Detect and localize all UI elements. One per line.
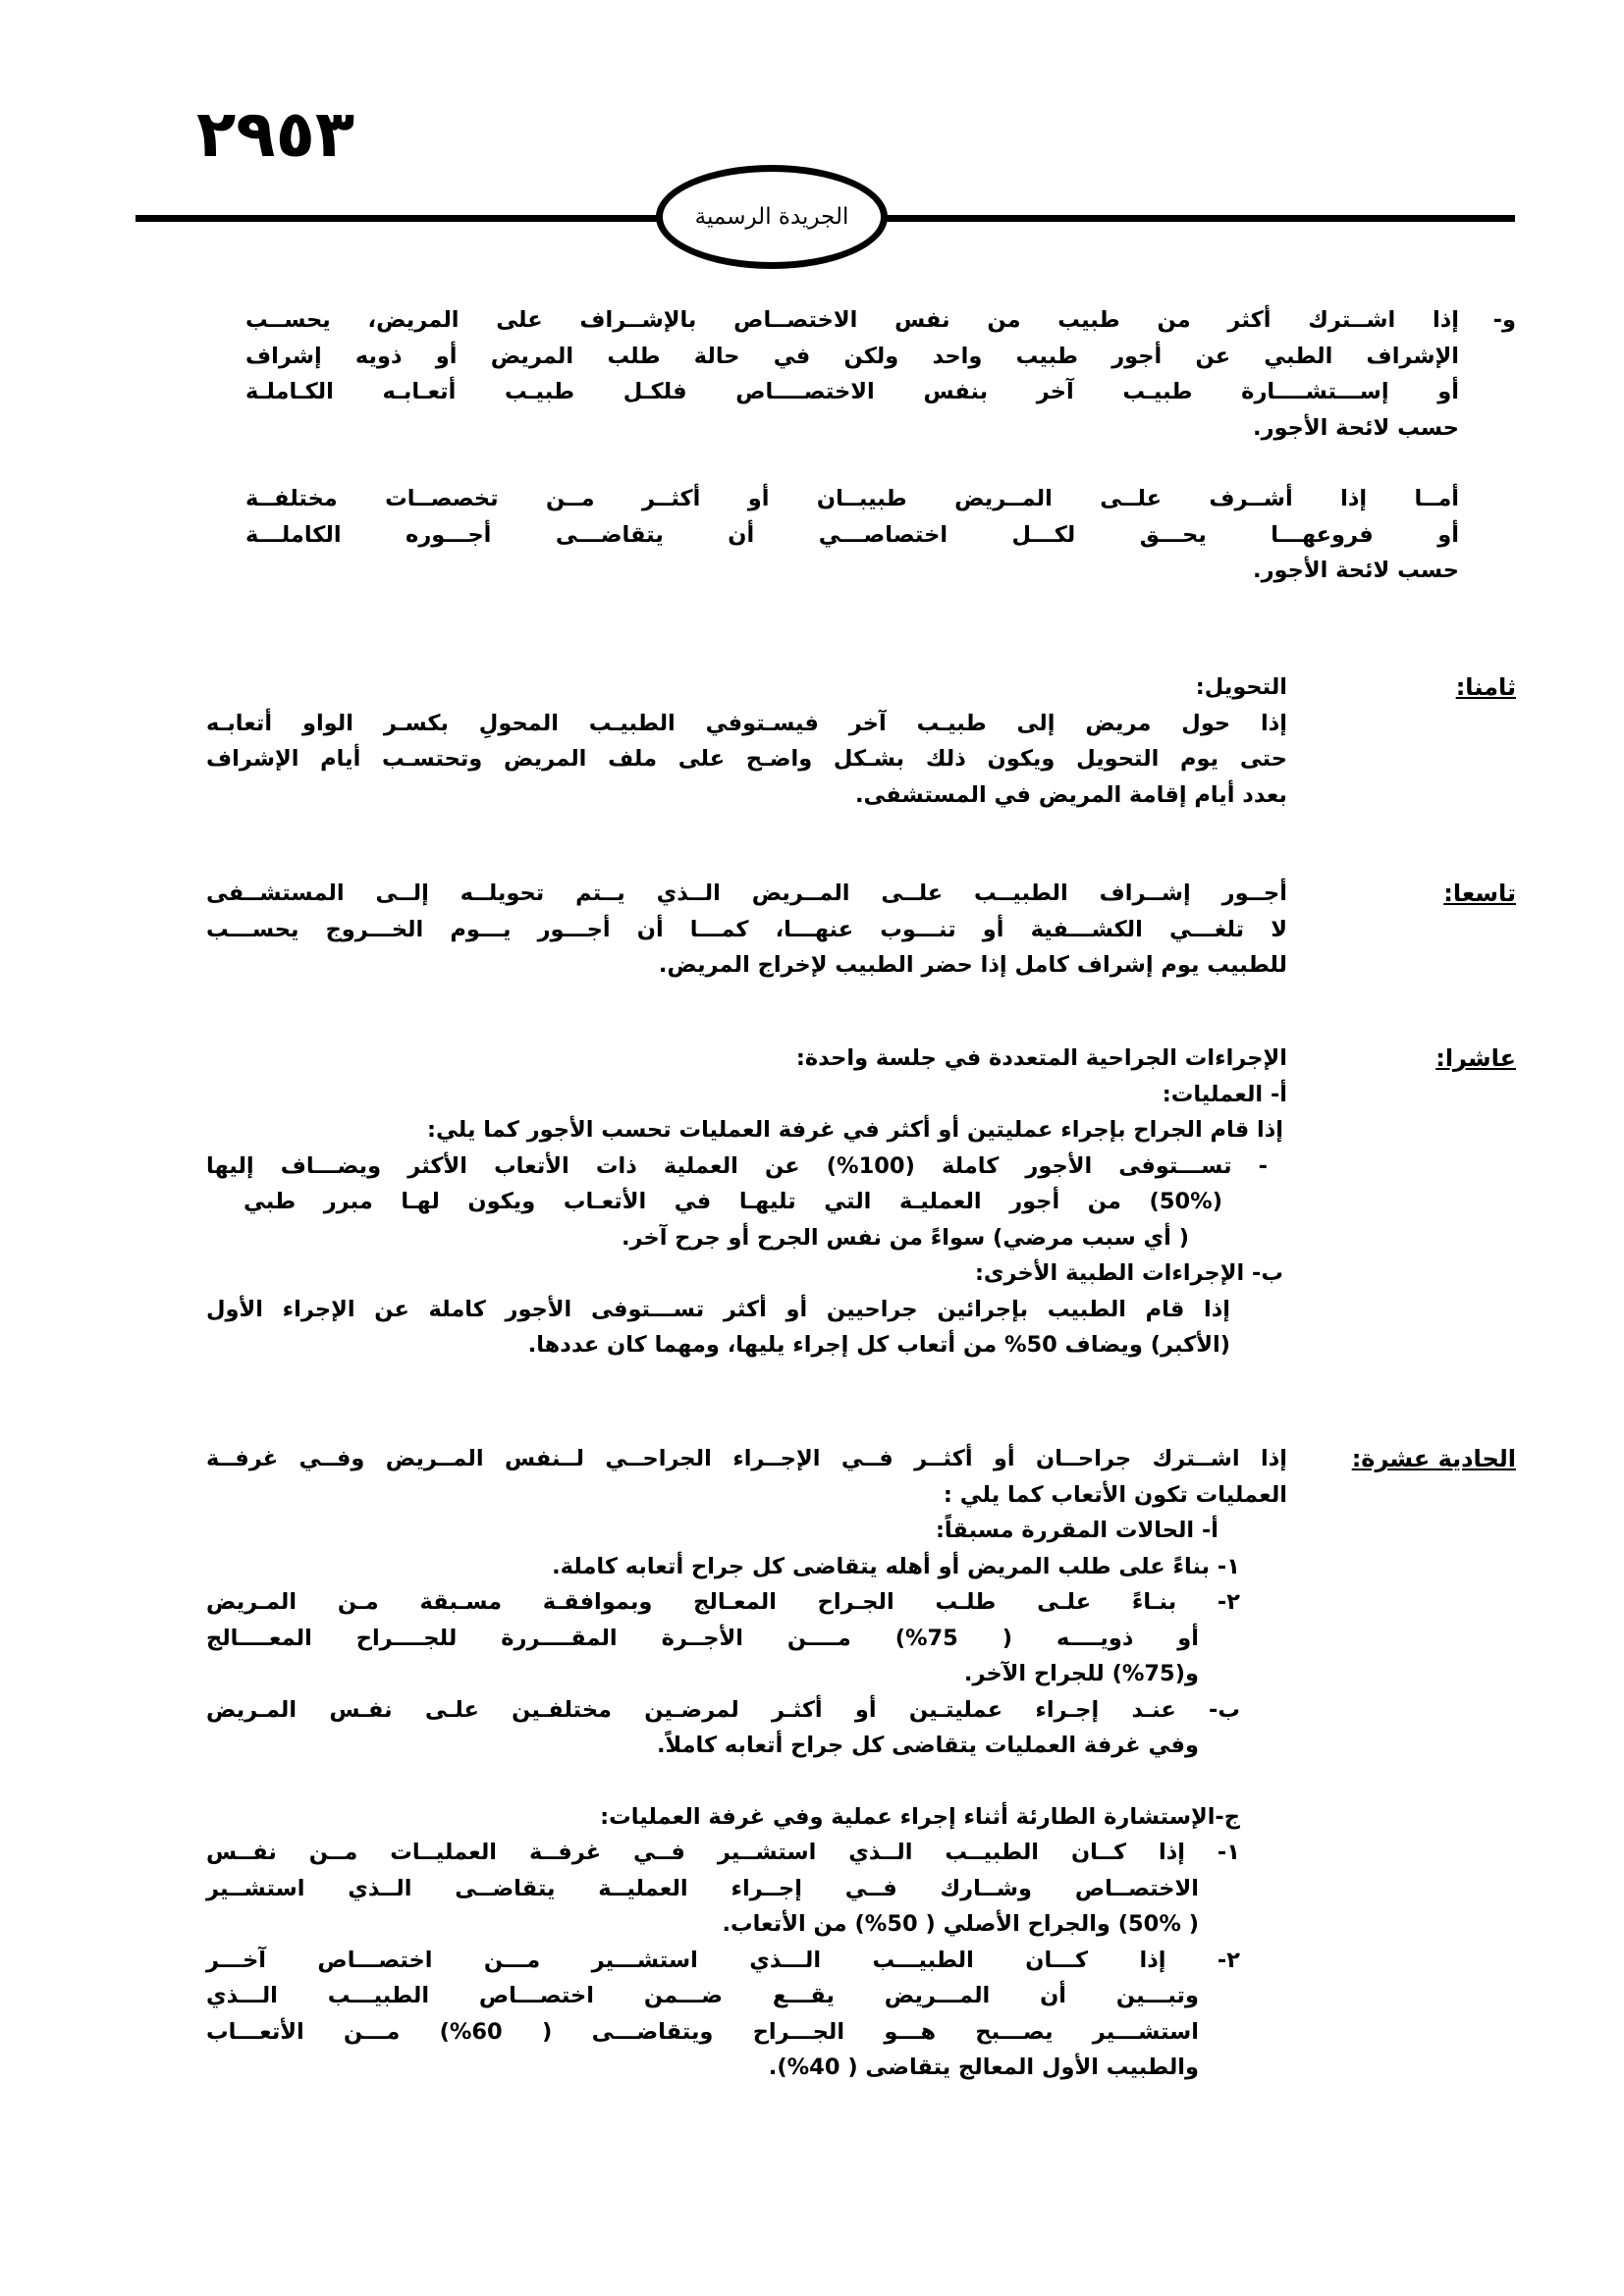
section-11-sub-c: ج-الإستشارة الطارئة أثناء إجراء عملية وفي غرفة العمليات: (600, 1803, 1240, 1830)
text-line: استشـــير يصـــبح هـــو الجـــراح ويتقاضـــى ( 60%) مـــن الأتعـــاب (206, 2018, 1199, 2045)
header-rule-right (872, 215, 1515, 222)
text-line: حسب لائحة الأجور. (1253, 414, 1459, 441)
text-line: أمــا إذا أشــرف علــى المــريض طبيبــان أو أكثــر مــن تخصصــات مختلفــة (245, 486, 1459, 511)
text-line: (الأكبر) ويضاف 50% من أتعاب كل إجراء يليها، ومهما كان عددها. (527, 1332, 1230, 1358)
header-oval (656, 165, 888, 269)
text-line: - تســـتوفى الأجور كاملة (100%) عن العملية ذات الأتعاب الأكثر ويضـــاف إليها (206, 1152, 1268, 1179)
text-line: للطبيب يوم إشراف كامل إذا حضر الطبيب لإخراج المريض. (658, 952, 1287, 978)
text-line: أجــور إشــراف الطبيــب علــى المــريض الــذي يــتم تحويلــه إلــى المستشــفى (206, 881, 1287, 906)
text-line: العمليات تكون الأتعاب كما يلي : (943, 1481, 1287, 1508)
section-11-label: الحادية عشرة: (1351, 1445, 1516, 1472)
text-line: وفي غرفة العمليات يتقاضى كل جراح أتعابه كاملاً. (656, 1733, 1199, 1758)
text-line: أو إســـتشــــارة طبيـب آخر بنفس الاختصــــاص فلكـل طبيـب أتعـابـه الكـاملـة (245, 379, 1459, 404)
section-10-sub-b: ب- الإجراءات الطبية الأخرى: (974, 1260, 1283, 1286)
text-line: والطبيب الأول المعالج يتقاضى ( 40%). (768, 2055, 1199, 2080)
section-8-label: ثامنا: (1455, 673, 1516, 701)
text-line: ١- إذا كــان الطبيــب الــذي استشــير فــي غرفــة العمليــات مــن نفــس (206, 1840, 1240, 1865)
text-line: إذا قام الطبيب بإجرائين جراحيين أو أكثر تســـتوفى الأجور كاملة عن الإجراء الأول (206, 1296, 1230, 1322)
section-8-title: التحويل: (1195, 674, 1287, 700)
section-9-label: تاسعا: (1443, 880, 1516, 907)
section-10-sub-a: أ- العمليات: (1162, 1081, 1287, 1107)
text-line: و(75%) للجراح الآخر. (963, 1661, 1199, 1686)
header-title: الجريدة الرسمية (694, 204, 849, 230)
text-line: بعدد أيام إقامة المريض في المستشفى. (854, 781, 1287, 808)
text-line: إذا اشــترك أكثر من طبيب من نفس الاختصــاص بالإشــراف على المريض، يحســب (245, 307, 1459, 333)
section-11 (206, 1441, 1287, 2086)
text-line: ٢- إذا كـــان الطبيـــب الـــذي استشـــير مـــن اختصـــاص آخـــر (206, 1947, 1240, 1973)
text-line: إذا حول مريض إلى طبيـب آخر فيسـتوفي الطبيـب المحولِ بكسـر الواو أتعابـه (206, 710, 1287, 736)
text-line: الإشراف الطبي عن أجور طبيب واحد ولكن في حالة طلب المريض أو ذويه إشراف (245, 343, 1459, 369)
section-9 (206, 876, 1287, 984)
text-line: ب- عنـد إجـراء عمليتـين أو أكثـر لمرضـين مختلفـين علـى نفـس المـريض (206, 1696, 1240, 1723)
section-8 (206, 669, 1287, 813)
text-line: وتبـــين أن المـــريض يقـــع ضـــمن اختصـــاص الطبيـــب الـــذي (206, 1983, 1199, 2008)
text-line: ( أي سبب مرضي) سواءً من نفس الجرح أو جرح آخر. (621, 1224, 1189, 1251)
text-line: ١- بناءً على طلب المريض أو أهله يتقاضى كل جراح أتعابه كاملة. (552, 1553, 1240, 1579)
text-line: حسب لائحة الأجور. (1253, 558, 1459, 583)
text-line: إذا اشــترك جراحــان أو أكثــر فــي الإجــراء الجراحــي لــنفس المــريض وفــي غرفــة (206, 1446, 1287, 1471)
text-line: (50%) من أجور العمليـة التي تليهـا في الأتعـاب ويكون لهـا مبرر طبي (244, 1189, 1222, 1214)
section-10-title: الإجراءات الجراحية المتعددة في جلسة واحدة: (795, 1045, 1287, 1071)
text-line: ( 50%) والجراح الأصلي ( 50%) من الأتعاب. (722, 1911, 1199, 1937)
text-line: إذا قام الجراح بإجراء عمليتين أو أكثر في غرفة العمليات تحسب الأجور كما يلي: (427, 1117, 1283, 1143)
section-10 (206, 1041, 1287, 1363)
header-rule-left (135, 215, 666, 222)
text-line: أو ذويــــه ( 75%) مــــن الأجــرة المقــــررة للجــــراح المعــــالج (206, 1625, 1199, 1651)
text-line: الاختصــاص وشــارك فــي إجــراء العمليــة يتقاضــى الــذي استشــير (206, 1875, 1199, 1901)
item-waw-marker: و- (1492, 307, 1516, 333)
text-line: حتى يوم التحويل ويكون ذلك بشـكل واضـح على ملف المريض وتحتسـب أيام الإشراف (206, 746, 1287, 772)
text-line: أو فروعهـــا يحـــق لكـــل اختصاصـــي أن يتقاضـــى أجـــوره الكاملـــة (245, 521, 1459, 548)
text-line: لا تلغـــي الكشـــفية أو تنـــوب عنهـــا، كمـــا أن أجـــور يـــوم الخـــروج يحســـب (206, 916, 1287, 942)
section-11-sub-a: أ- الحالات المقررة مسبقاً: (935, 1518, 1218, 1543)
page-number: ٢٩٥٣ (196, 96, 355, 172)
text-line: ٢- بنـاءً علـى طلـب الجـراح المعـالج وبموافقـة مسـبقة مـن المـريض (206, 1589, 1240, 1615)
section-10-label: عاشرا: (1435, 1044, 1516, 1072)
